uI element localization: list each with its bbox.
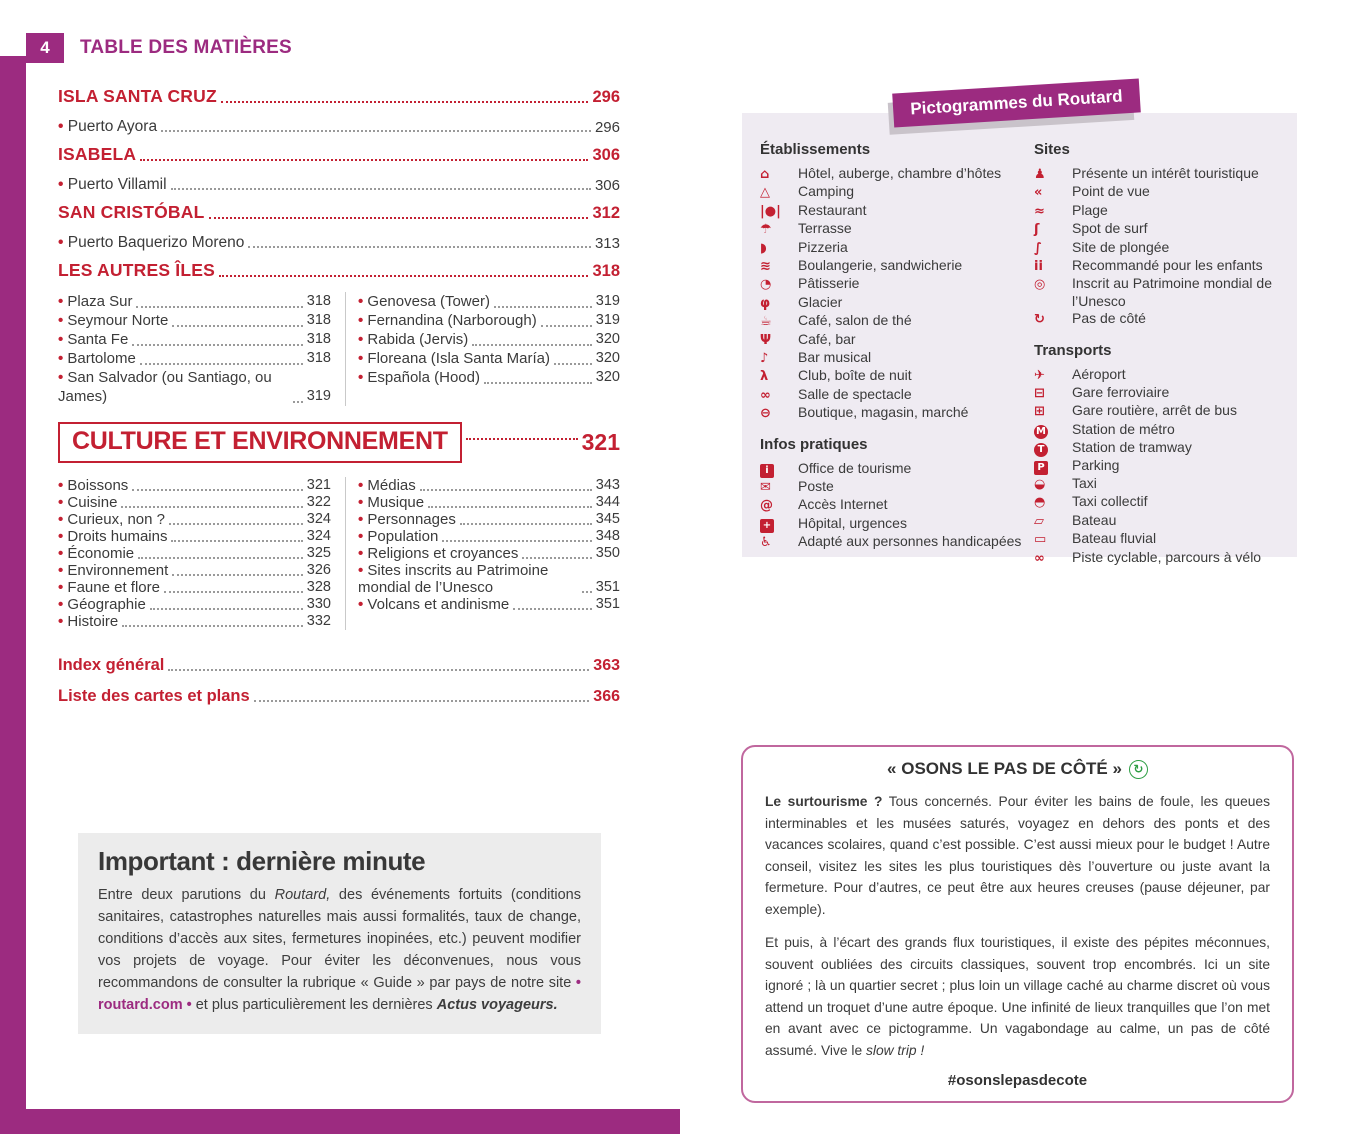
entry-label: ISABELA xyxy=(58,144,137,164)
toc-entry xyxy=(358,349,620,368)
legend-item-label: Spot de surf xyxy=(1072,220,1148,237)
legend-item-label: Recommandé pour les enfants xyxy=(1072,257,1263,274)
page-ref: 306 xyxy=(592,146,620,164)
osons-paragraph-1: Le surtourisme ? Tous concernés. Pour éviter les bains de foule, les queues interminables et les musées saturés, voyagez en dehors des ponts et des vacances scolaires, quand c’est possible. C’est aussi mieux pour le budget ! Autre conseil, visitez les sites les plus touristiques dès l’ouverture ou juste avant la fermeture. Pour d’autres, ce peut être aux heures creuses (pause déjeuner, par exemple). xyxy=(765,794,1270,917)
toc-entry xyxy=(58,596,331,613)
legend-item xyxy=(1034,366,1283,384)
entry-label: • Puerto Ayora xyxy=(58,118,157,136)
viewpoint-icon: « xyxy=(1034,185,1043,201)
page-ref: 332 xyxy=(306,613,331,629)
legend-item-label: Gare routière, arrêt de bus xyxy=(1072,402,1237,419)
legend-item xyxy=(760,294,1034,312)
important-body: Entre deux parutions du Routard, des événements fortuits (conditions sanitaires, catastrophes naturelles mais aussi formalités, taux de change, conditions d’accès aux sites, fermetures inopinées, etc.) peuvent modifier vos projets de voyage. Pour éviter les déconvenues, nous vous recommandons de consulter la rubrique « Guide » par pays de notre site • routard.com • et plus particulièrement les dernières Actus voyageurs. xyxy=(98,887,581,1013)
leader-dots xyxy=(460,523,592,525)
leader-dots xyxy=(554,363,592,365)
page-ref: 366 xyxy=(593,688,620,705)
legend-item-label: Pâtisserie xyxy=(798,275,860,292)
toc-footer-entries xyxy=(58,644,620,706)
theater-icon: ∞ xyxy=(760,387,771,403)
page-ref: 326 xyxy=(306,562,331,578)
legend-item-label: Taxi collectif xyxy=(1072,493,1148,510)
legend-item-label: Pas de côté xyxy=(1072,310,1146,327)
leader-dots xyxy=(138,557,303,559)
river-boat-icon: ▭ xyxy=(1034,532,1047,548)
legend-item-label: Parking xyxy=(1072,456,1120,473)
page-number: 4 xyxy=(26,33,64,63)
pastry-icon: ◔ xyxy=(760,277,772,293)
page-ref: 318 xyxy=(306,350,331,366)
leader-dots xyxy=(420,489,592,491)
leader-dots xyxy=(428,506,592,508)
culture-left-column xyxy=(58,477,345,630)
legend-item-label: Aéroport xyxy=(1072,365,1126,382)
leader-dots xyxy=(150,608,303,610)
leader-dots xyxy=(140,159,588,161)
leader-dots xyxy=(522,557,591,559)
entry-label: • Cuisine xyxy=(58,494,117,511)
page-ref: 343 xyxy=(595,477,620,493)
legend-item xyxy=(1034,183,1283,201)
legend-item xyxy=(760,183,1034,201)
legend-item-label: Club, boîte de nuit xyxy=(798,367,912,384)
hospital-icon: + xyxy=(760,519,774,533)
toc-entry xyxy=(358,545,620,562)
leader-dots xyxy=(541,325,592,327)
legend-item xyxy=(760,496,1034,514)
islands-left-column xyxy=(58,292,345,406)
toc-entry xyxy=(58,528,331,545)
leader-dots xyxy=(484,382,592,384)
diving-icon: ∫ xyxy=(1034,240,1042,256)
boat-icon: ▱ xyxy=(1034,513,1044,529)
legend-item xyxy=(1034,275,1283,310)
legend-item xyxy=(760,367,1034,385)
legend-item-label: Accès Internet xyxy=(798,496,888,513)
legend-item xyxy=(760,386,1034,404)
page-ref: 320 xyxy=(595,350,620,366)
tourist-interest-icon: ♟ xyxy=(1034,167,1046,182)
legend-item xyxy=(760,478,1034,496)
leader-dots xyxy=(140,363,303,365)
toc-entry xyxy=(58,675,620,706)
leader-dots xyxy=(121,506,302,508)
entry-label: • Rabida (Jervis) xyxy=(358,330,468,349)
islands-columns xyxy=(58,292,620,406)
entry-label: • Genovesa (Tower) xyxy=(358,292,490,311)
legend-item xyxy=(1034,421,1283,439)
nightclub-icon: λ xyxy=(760,369,769,385)
tea-room-icon: ☕ xyxy=(760,314,772,330)
osons-title: « OSONS LE PAS DE CÔTÉ » ↻ xyxy=(765,759,1270,779)
osons-paragraph-2: Et puis, à l’écart des grands flux touristiques, il existe des pépites méconnues, souvent oubliées des circuits classiques, souvent trop encombrés. Ici un site ignoré ; là un quartier secret ; plus loin un village caché au charme discret où vous attend un troquet d’une autre époque. Une infinité de lieux tranquilles que l’on met en avant avec ce pictogramme. Un vagabondage au calme, un pas de côté assumé. Vive le slow trip ! xyxy=(765,935,1270,1058)
bus-station-icon: ⊞ xyxy=(1034,404,1045,420)
bakery-icon: ≋ xyxy=(760,259,771,275)
legend-item-label: Office de tourisme xyxy=(798,459,912,476)
legend-item xyxy=(760,331,1034,349)
page-ref: 324 xyxy=(306,528,331,544)
entry-label: • Environnement xyxy=(58,562,168,579)
toc-entry xyxy=(358,311,620,330)
legend-item xyxy=(1034,530,1283,548)
legend-item-label: Bateau fluvial xyxy=(1072,530,1157,547)
legend-item xyxy=(760,239,1034,257)
legend-item xyxy=(760,533,1034,551)
toc-entry xyxy=(58,311,331,330)
toc-entry xyxy=(58,644,620,675)
camping-icon: △ xyxy=(760,185,770,201)
entry-label: • San Salvador (ou Santiago, ou James) xyxy=(58,368,289,406)
leader-dots xyxy=(164,591,303,593)
leader-dots xyxy=(582,591,592,593)
metro-icon: M xyxy=(1034,425,1048,439)
kids-icon: ii xyxy=(1034,259,1043,275)
legend-item xyxy=(760,460,1034,478)
legend-item xyxy=(760,257,1034,275)
toc-entry xyxy=(358,562,620,596)
important-notice-box xyxy=(78,833,601,1034)
toc-entry xyxy=(58,349,331,368)
entry-label: • Géographie xyxy=(58,596,146,613)
entry-label: • Religions et croyances xyxy=(358,545,518,562)
legend-items xyxy=(760,165,1034,423)
page-ref: 320 xyxy=(595,369,620,385)
toc-entry xyxy=(58,545,331,562)
page-ref: 306 xyxy=(594,177,620,194)
train-station-icon: ⊟ xyxy=(1034,386,1045,402)
entry-label: • Personnages xyxy=(358,511,456,528)
toc-entry xyxy=(58,494,331,511)
page-ref: 350 xyxy=(595,545,620,561)
legend-item xyxy=(1034,475,1283,493)
islands-right-column xyxy=(345,292,620,406)
entry-label: • Fernandina (Narborough) xyxy=(358,311,537,330)
entry-label: • Histoire xyxy=(58,613,118,630)
entry-label: • Plaza Sur xyxy=(58,292,132,311)
legend-item-label: Hôtel, auberge, chambre d’hôtes xyxy=(798,165,1002,181)
bar-icon: Ψ xyxy=(760,332,772,348)
toc-entry xyxy=(58,292,331,311)
page-ref: 324 xyxy=(306,511,331,527)
surf-icon: ʃ xyxy=(1034,222,1040,238)
entry-label: • Faune et flore xyxy=(58,579,160,596)
page-ref: 312 xyxy=(592,204,620,222)
tramway-icon: T xyxy=(1034,443,1048,457)
hotel-icon: ⌂ xyxy=(760,167,770,182)
entry-label: • Santa Fe xyxy=(58,330,128,349)
tourist-office-icon: i xyxy=(760,464,774,478)
leader-dots xyxy=(472,344,592,346)
legend-section-title: Infos pratiques xyxy=(760,435,868,453)
legend-item-label: Boulangerie, sandwicherie xyxy=(798,257,963,274)
leader-dots xyxy=(172,325,303,327)
leader-dots xyxy=(136,306,302,308)
legend-section-title: Transports xyxy=(1034,341,1112,359)
culture-heading-row xyxy=(58,422,620,463)
toc-entry xyxy=(58,562,331,579)
leader-dots xyxy=(293,401,303,403)
terrace-icon: ☂ xyxy=(760,222,772,238)
entry-label: • Sites inscrits au Patrimoine mondial de l’Unesco xyxy=(358,562,578,596)
toc-entry xyxy=(358,330,620,349)
pictogram-banner: Pictogrammes du Routard xyxy=(892,78,1141,127)
leader-dots xyxy=(169,523,303,525)
entry-label: • Droits humains xyxy=(58,528,167,545)
legend-item-label: Inscrit au Patrimoine mondial de l’Unesco xyxy=(1072,275,1272,309)
page-ref: 319 xyxy=(306,388,331,404)
leader-dots xyxy=(172,574,302,576)
leader-dots xyxy=(171,188,591,190)
legend-item xyxy=(1034,457,1283,475)
post-office-icon: ✉ xyxy=(760,479,771,495)
legend-section-title: Sites xyxy=(1034,141,1070,158)
legend-item-label: Café, salon de thé xyxy=(798,312,912,329)
leader-dots xyxy=(494,306,592,308)
entry-label: LES AUTRES ÎLES xyxy=(58,260,215,280)
entry-label: Index général xyxy=(58,656,165,674)
leader-dots xyxy=(132,344,303,346)
legend-items xyxy=(1034,165,1283,329)
toc-entry xyxy=(58,477,331,494)
bottom-accent-bar xyxy=(0,1109,680,1134)
legend-item-label: Bateau xyxy=(1072,511,1117,528)
legend-item-label: Camping xyxy=(798,183,855,200)
legend-item-label: Présente un intérêt touristique xyxy=(1072,165,1259,181)
page-ref: 345 xyxy=(595,511,620,527)
unesco-icon: ◎ xyxy=(1034,277,1046,293)
page-ref: 330 xyxy=(306,596,331,612)
legend-item-label: Restaurant xyxy=(798,201,867,218)
toc-entry xyxy=(58,107,620,136)
toc-entry xyxy=(58,330,331,349)
legend-item-label: Café, bar xyxy=(798,330,856,347)
osons-hashtag: #osonslepasdecote xyxy=(947,1072,1088,1089)
legend-item-label: Boutique, magasin, marché xyxy=(798,404,969,421)
legend-section xyxy=(760,436,1034,551)
legend-item xyxy=(1034,493,1283,511)
entry-label: • Économie xyxy=(58,545,134,562)
page-ref: 351 xyxy=(595,579,620,595)
leader-dots xyxy=(513,608,592,610)
leader-dots xyxy=(171,540,302,542)
page-ref: 348 xyxy=(595,528,620,544)
legend-item xyxy=(1034,239,1283,257)
legend-section xyxy=(1034,342,1283,567)
legend-item xyxy=(760,349,1034,367)
entry-label: Liste des cartes et plans xyxy=(58,687,250,705)
page-ref: 318 xyxy=(306,312,331,328)
entry-label: • Española (Hood) xyxy=(358,368,480,387)
legend-item-label: Terrasse xyxy=(798,220,852,237)
legend-item xyxy=(1034,257,1283,275)
table-of-contents xyxy=(58,78,620,706)
legend-item-label: Glacier xyxy=(798,293,843,310)
shop-icon: ⊖ xyxy=(760,406,771,422)
page-ref: 318 xyxy=(306,331,331,347)
toc-entry xyxy=(358,292,620,311)
pictogram-column-left xyxy=(760,141,1034,557)
entry-label: • Floreana (Isla Santa María) xyxy=(358,349,550,368)
legend-item xyxy=(1034,402,1283,420)
page-ref: 313 xyxy=(594,235,620,252)
toc-entry xyxy=(358,477,620,494)
page-ref: 328 xyxy=(306,579,331,595)
page-ref: 321 xyxy=(306,477,331,493)
legend-item xyxy=(760,202,1034,220)
toc-main-entries xyxy=(58,78,620,281)
legend-item-label: Point de vue xyxy=(1072,183,1150,200)
entry-label: • Population xyxy=(358,528,438,545)
entry-label: • Seymour Norte xyxy=(58,311,168,330)
shared-taxi-icon: ◓ xyxy=(1034,495,1046,511)
toc-entry xyxy=(358,596,620,613)
ice-cream-icon: φ xyxy=(760,295,771,311)
pictogram-column-right xyxy=(1034,141,1283,566)
leader-dots xyxy=(168,669,589,671)
legend-section-title: Établissements xyxy=(760,141,871,158)
leader-dots xyxy=(161,130,591,132)
entry-label: ISLA SANTA CRUZ xyxy=(58,86,217,106)
leader-dots xyxy=(219,275,589,277)
side-step-icon: ↻ xyxy=(1034,312,1045,328)
entry-label: • Musique xyxy=(358,494,424,511)
entry-label: • Puerto Baquerizo Moreno xyxy=(58,234,244,252)
legend-item-label: Piste cyclable, parcours à vélo xyxy=(1072,548,1262,565)
entry-label: SAN CRISTÓBAL xyxy=(58,202,205,222)
entry-label: • Curieux, non ? xyxy=(58,511,165,528)
culture-columns xyxy=(58,477,620,630)
music-bar-icon: ♪ xyxy=(760,351,769,367)
legend-item-label: Hôpital, urgences xyxy=(798,514,907,531)
legend-item xyxy=(760,275,1034,293)
culture-heading-box: CULTURE ET ENVIRONNEMENT xyxy=(58,422,462,463)
side-step-green-icon: ↻ xyxy=(1129,760,1148,779)
parking-icon: P xyxy=(1034,461,1048,475)
legend-item xyxy=(1034,384,1283,402)
legend-item xyxy=(1034,220,1283,238)
toc-entry xyxy=(358,528,620,545)
legend-item-label: Poste xyxy=(798,477,834,494)
leader-dots xyxy=(209,217,589,219)
legend-item-label: Pizzeria xyxy=(798,238,848,255)
leader-dots xyxy=(248,246,591,248)
legend-item-label: Site de plongée xyxy=(1072,238,1170,255)
leader-dots xyxy=(122,625,303,627)
leader-dots xyxy=(221,101,589,103)
culture-right-column xyxy=(345,477,620,630)
toc-entry xyxy=(58,78,620,107)
page-ref: 318 xyxy=(592,262,620,280)
legend-item xyxy=(760,220,1034,238)
legend-item-label: Taxi xyxy=(1072,474,1097,491)
leader-dots xyxy=(132,489,303,491)
toc-entry xyxy=(358,511,620,528)
entry-label: • Volcans et andinisme xyxy=(358,596,509,613)
page-ref: 296 xyxy=(592,88,620,106)
toc-entry xyxy=(58,194,620,223)
important-title: Important : dernière minute xyxy=(98,846,426,876)
toc-entry xyxy=(58,368,331,406)
legend-section xyxy=(760,141,1034,423)
legend-item xyxy=(1034,310,1283,328)
legend-item xyxy=(1034,165,1283,183)
legend-item-label: Station de métro xyxy=(1072,420,1175,437)
page-ref: 322 xyxy=(306,494,331,510)
beach-icon: ≈ xyxy=(1034,203,1045,219)
legend-item xyxy=(1034,439,1283,457)
page-ref: 351 xyxy=(595,596,620,612)
toc-entry xyxy=(58,613,331,630)
internet-icon: @ xyxy=(760,498,773,514)
page-ref: 325 xyxy=(306,545,331,561)
restaurant-icon: |●| xyxy=(760,203,781,219)
leader-dots xyxy=(254,700,590,702)
wheelchair-icon: ♿ xyxy=(760,534,772,550)
toc-entry xyxy=(58,579,331,596)
legend-section xyxy=(1034,141,1283,329)
legend-item xyxy=(760,165,1034,183)
legend-item xyxy=(760,404,1034,422)
page-ref: 320 xyxy=(595,331,620,347)
entry-label: • Médias xyxy=(358,477,416,494)
legend-item xyxy=(1034,512,1283,530)
legend-items xyxy=(760,460,1034,551)
pictogram-panel xyxy=(742,113,1297,566)
legend-item-label: Adapté aux personnes handicapées xyxy=(798,532,1022,549)
toc-entry xyxy=(58,511,331,528)
page-ref: 319 xyxy=(595,312,620,328)
legend-item xyxy=(760,515,1034,533)
entry-label: • Puerto Villamil xyxy=(58,176,167,194)
leader-dots xyxy=(466,438,578,440)
toc-entry xyxy=(58,252,620,281)
toc-entry xyxy=(358,494,620,511)
page-title: TABLE DES MATIÈRES xyxy=(80,37,292,58)
page-ref: 321 xyxy=(581,429,620,455)
legend-item-label: Plage xyxy=(1072,201,1108,218)
taxi-icon: ◒ xyxy=(1034,476,1046,492)
leader-dots xyxy=(442,540,591,542)
page-ref: 319 xyxy=(595,293,620,309)
legend-item-label: Salle de spectacle xyxy=(798,385,912,402)
page-ref: 296 xyxy=(594,119,620,136)
toc-entry xyxy=(58,165,620,194)
left-accent-strip xyxy=(0,56,26,1134)
legend-item xyxy=(1034,202,1283,220)
airport-icon: ✈ xyxy=(1034,367,1045,383)
osons-sidebar-box xyxy=(741,745,1294,1103)
entry-label: • Boissons xyxy=(58,477,128,494)
toc-entry xyxy=(58,223,620,252)
legend-item-label: Station de tramway xyxy=(1072,438,1192,455)
bike-path-icon: ∞ xyxy=(1034,550,1045,566)
page-ref: 363 xyxy=(593,657,620,674)
legend-item-label: Bar musical xyxy=(798,349,872,366)
legend-item-label: Gare ferroviaire xyxy=(1072,384,1170,401)
pizzeria-icon: ◗ xyxy=(760,240,767,256)
toc-entry xyxy=(358,368,620,387)
page-ref: 344 xyxy=(595,494,620,510)
legend-items xyxy=(1034,366,1283,567)
page-ref: 318 xyxy=(306,293,331,309)
legend-item xyxy=(760,312,1034,330)
legend-item xyxy=(1034,549,1283,567)
entry-label: • Bartolome xyxy=(58,349,136,368)
toc-entry xyxy=(58,136,620,165)
